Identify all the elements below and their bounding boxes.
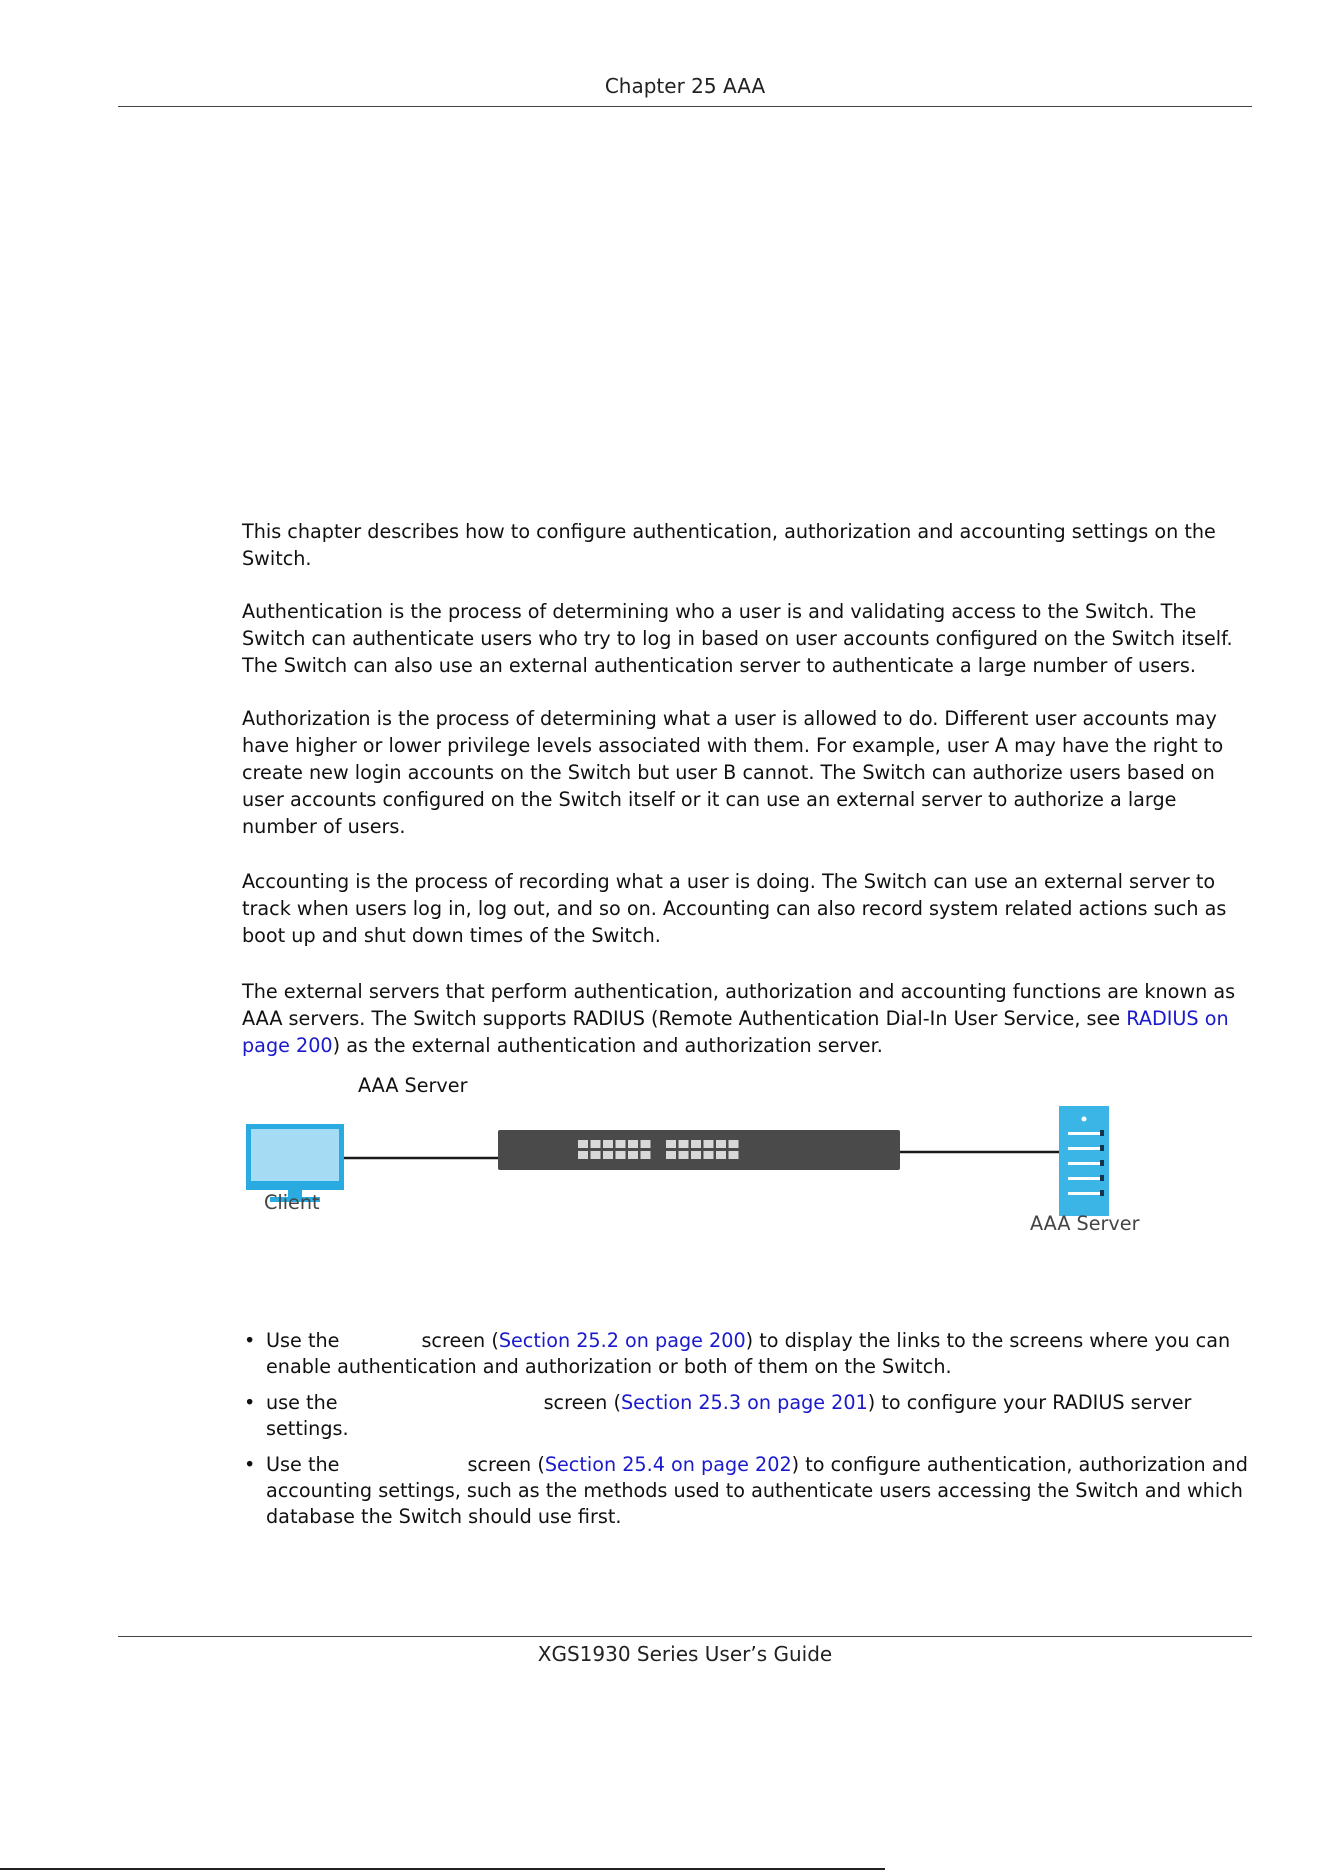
list-text: screen ( <box>543 1391 621 1414</box>
list-text: Use the <box>266 1329 340 1352</box>
list-text: ) to configure authentication, authorization and accounting settings, such as the methods used to authenticate users accessing the Switch and which database the Switch should use first. <box>266 1453 1248 1528</box>
switch-port <box>616 1151 626 1159</box>
list-text: use the <box>266 1391 338 1414</box>
switch-port <box>704 1140 714 1148</box>
client-label: Client <box>264 1191 320 1214</box>
radius-link[interactable]: RADIUS on page 200 <box>242 1007 1229 1057</box>
switch-port <box>641 1140 651 1148</box>
switch-port <box>691 1140 701 1148</box>
switch-port <box>704 1151 714 1159</box>
switch-port <box>666 1140 676 1148</box>
switch-port <box>716 1151 726 1159</box>
switch-port <box>729 1140 739 1148</box>
bullet-icon: • <box>244 1391 256 1414</box>
list-text: screen ( <box>467 1453 545 1476</box>
switch-port <box>679 1140 689 1148</box>
switch-port <box>679 1151 689 1159</box>
list-text: screen ( <box>421 1329 499 1352</box>
switch-port <box>641 1151 651 1159</box>
switch-port <box>666 1151 676 1159</box>
switch-port <box>616 1140 626 1148</box>
aaa-server-label: AAA Server <box>1030 1212 1140 1235</box>
intro-paragraph-5 <box>242 978 1254 1059</box>
switch-port <box>729 1151 739 1159</box>
section-25-2-link[interactable]: Section 25.2 on page 200 <box>498 1329 746 1352</box>
header-rule <box>118 106 1252 107</box>
paragraph-text: Accounting is the process of recording what a user is doing. The Switch can use an external server to track when users log in, log out, and so on. Accounting can also record system related actions such as boot up and shut down times of the Switch. <box>242 870 1227 947</box>
section-25-3-link[interactable]: Section 25.3 on page 201 <box>620 1391 868 1414</box>
switch-port <box>691 1151 701 1159</box>
paragraph-text: Authorization is the process of determining what a user is allowed to do. Different user accounts may have higher or lower privilege levels associated with them. For example, user A may have the right to create new login accounts on the Switch but user B cannot. The Switch can authorize users based on user accounts configured on the Switch itself or it can use an external server to authorize a large number of users. <box>242 707 1224 838</box>
list-item <box>242 1452 1256 1530</box>
switch-port <box>628 1140 638 1148</box>
list-item <box>242 1328 1256 1380</box>
scan-edge-line <box>0 1868 885 1870</box>
switch-port <box>591 1140 601 1148</box>
aaa-server-diagram <box>240 1094 1160 1244</box>
list-item <box>242 1390 1256 1442</box>
chapter-header: Chapter 25 AAA <box>604 74 766 98</box>
list-text: ) to display the links to the screens where you can enable authentication and authorization or both of them on the Switch. <box>266 1329 1231 1378</box>
list-text: ) to configure your RADIUS server settings. <box>266 1391 1192 1440</box>
footer-rule <box>118 1636 1252 1637</box>
switch-port <box>603 1151 613 1159</box>
intro-paragraph-2 <box>242 598 1254 679</box>
guide-footer: XGS1930 Series User’s Guide <box>537 1642 833 1666</box>
switch-port <box>591 1151 601 1159</box>
switch-port <box>578 1151 588 1159</box>
screen-list <box>242 1328 1256 1540</box>
intro-paragraph-3 <box>242 705 1254 840</box>
figure-title: AAA Server <box>358 1074 468 1097</box>
server-icon <box>1059 1106 1109 1216</box>
paragraph-text: This chapter describes how to configure authentication, authorization and accounting settings on the Switch. <box>242 520 1216 570</box>
intro-paragraph-1 <box>242 518 1254 572</box>
paragraph-text: ) as the external authentication and authorization server. <box>332 1034 883 1057</box>
list-text: Use the <box>266 1453 340 1476</box>
switch-port <box>603 1140 613 1148</box>
paragraph-text: The external servers that perform authentication, authorization and accounting functions are known as AAA servers. The Switch supports RADIUS (Remote Authentication Dial-In User Service, see <box>242 980 1236 1030</box>
switch-port <box>578 1140 588 1148</box>
switch-port <box>716 1140 726 1148</box>
paragraph-text: Authentication is the process of determining who a user is and validating access to the Switch. The Switch can authenticate users who try to log in based on user accounts configured on the Switch itself. The Switch can also use an external authentication server to authenticate a large number of users. <box>242 600 1233 677</box>
section-25-4-link[interactable]: Section 25.4 on page 202 <box>544 1453 792 1476</box>
bullet-icon: • <box>244 1329 256 1352</box>
switch-icon <box>498 1130 900 1170</box>
bullet-icon: • <box>244 1453 256 1476</box>
switch-port <box>628 1151 638 1159</box>
intro-paragraph-4 <box>242 868 1254 949</box>
